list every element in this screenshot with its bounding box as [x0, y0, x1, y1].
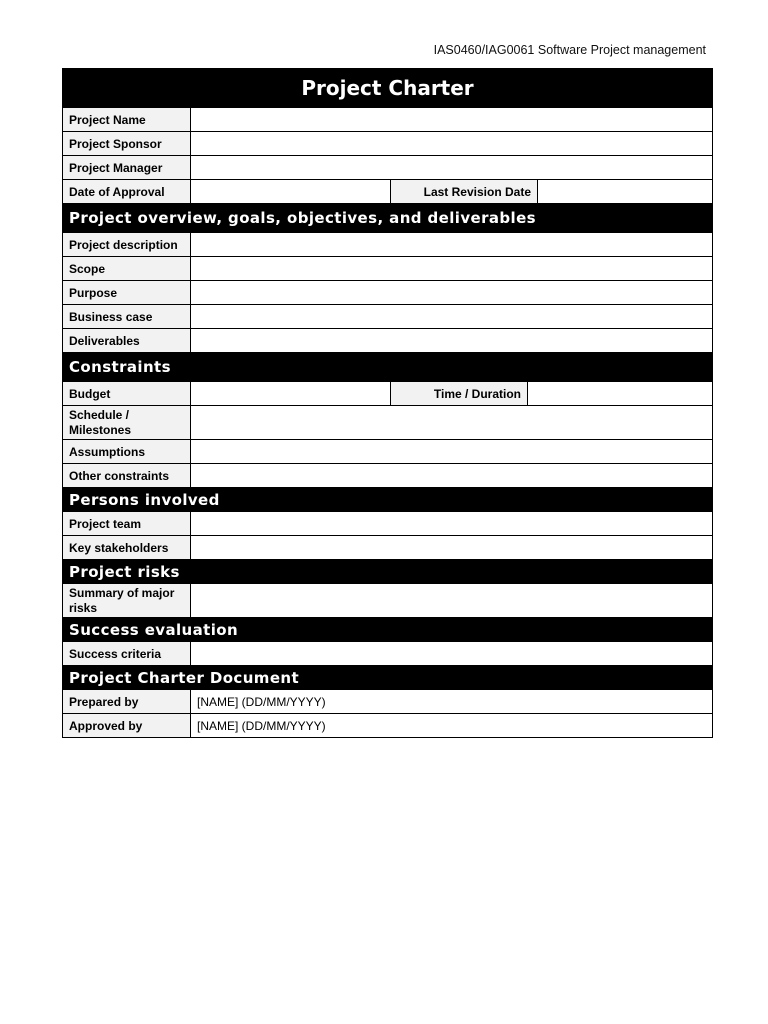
row-dates — [63, 180, 713, 204]
row-project-team — [63, 512, 713, 536]
label-assumptions: Assumptions — [63, 440, 191, 464]
field-project-team[interactable] — [191, 512, 713, 536]
project-charter-table — [62, 68, 713, 738]
row-other-constraints — [63, 464, 713, 488]
label-project-description: Project description — [63, 233, 191, 257]
label-key-stakeholders: Key stakeholders — [63, 536, 191, 560]
field-success-criteria[interactable] — [191, 642, 713, 666]
field-project-description[interactable] — [191, 233, 713, 257]
label-other-constraints: Other constraints — [63, 464, 191, 488]
section-constraints — [63, 353, 713, 382]
title-row — [63, 69, 713, 108]
row-project-sponsor — [63, 132, 713, 156]
field-summary-major-risks[interactable] — [191, 584, 713, 618]
section-heading-constraints: Constraints — [63, 353, 713, 382]
field-prepared-by[interactable]: [NAME] (DD/MM/YYYY) — [191, 690, 713, 714]
section-risks — [63, 560, 713, 584]
field-purpose[interactable] — [191, 281, 713, 305]
row-assumptions — [63, 440, 713, 464]
label-approved-by: Approved by — [63, 714, 191, 738]
field-schedule-milestones[interactable] — [191, 406, 713, 440]
section-overview — [63, 204, 713, 233]
row-key-stakeholders — [63, 536, 713, 560]
field-key-stakeholders[interactable] — [191, 536, 713, 560]
row-project-description — [63, 233, 713, 257]
label-success-criteria: Success criteria — [63, 642, 191, 666]
label-project-team: Project team — [63, 512, 191, 536]
row-summary-major-risks — [63, 584, 713, 618]
label-project-sponsor: Project Sponsor — [63, 132, 191, 156]
row-prepared-by — [63, 690, 713, 714]
label-deliverables: Deliverables — [63, 329, 191, 353]
field-project-name[interactable] — [191, 108, 713, 132]
label-scope: Scope — [63, 257, 191, 281]
label-budget: Budget — [63, 382, 191, 406]
section-document — [63, 666, 713, 690]
label-last-revision-date: Last Revision Date — [391, 180, 538, 204]
field-project-manager[interactable] — [191, 156, 713, 180]
row-business-case — [63, 305, 713, 329]
row-scope — [63, 257, 713, 281]
field-other-constraints[interactable] — [191, 464, 713, 488]
field-approved-by[interactable]: [NAME] (DD/MM/YYYY) — [191, 714, 713, 738]
field-budget[interactable] — [191, 382, 391, 406]
section-heading-persons: Persons involved — [63, 488, 713, 512]
row-project-manager — [63, 156, 713, 180]
row-success-criteria — [63, 642, 713, 666]
label-project-manager: Project Manager — [63, 156, 191, 180]
section-heading-overview: Project overview, goals, objectives, and deliverables — [63, 204, 713, 233]
field-business-case[interactable] — [191, 305, 713, 329]
section-heading-document: Project Charter Document — [63, 666, 713, 690]
course-header: IAS0460/IAG0061 Software Project management — [433, 43, 706, 57]
label-date-of-approval: Date of Approval — [63, 180, 191, 204]
document-title: Project Charter — [63, 69, 713, 108]
label-prepared-by: Prepared by — [63, 690, 191, 714]
row-purpose — [63, 281, 713, 305]
row-schedule-milestones — [63, 406, 713, 440]
row-project-name — [63, 108, 713, 132]
label-schedule-milestones: Schedule / Milestones — [63, 406, 191, 440]
label-project-name: Project Name — [63, 108, 191, 132]
section-success — [63, 618, 713, 642]
label-summary-major-risks: Summary of major risks — [63, 584, 191, 618]
label-purpose: Purpose — [63, 281, 191, 305]
section-persons — [63, 488, 713, 512]
field-project-sponsor[interactable] — [191, 132, 713, 156]
row-approved-by — [63, 714, 713, 738]
field-assumptions[interactable] — [191, 440, 713, 464]
section-heading-risks: Project risks — [63, 560, 713, 584]
section-heading-success: Success evaluation — [63, 618, 713, 642]
label-time-duration: Time / Duration — [391, 382, 528, 406]
field-deliverables[interactable] — [191, 329, 713, 353]
field-last-revision-date[interactable] — [538, 180, 713, 204]
field-scope[interactable] — [191, 257, 713, 281]
field-time-duration[interactable] — [528, 382, 713, 406]
label-business-case: Business case — [63, 305, 191, 329]
row-deliverables — [63, 329, 713, 353]
row-budget-time — [63, 382, 713, 406]
field-date-of-approval[interactable] — [191, 180, 391, 204]
